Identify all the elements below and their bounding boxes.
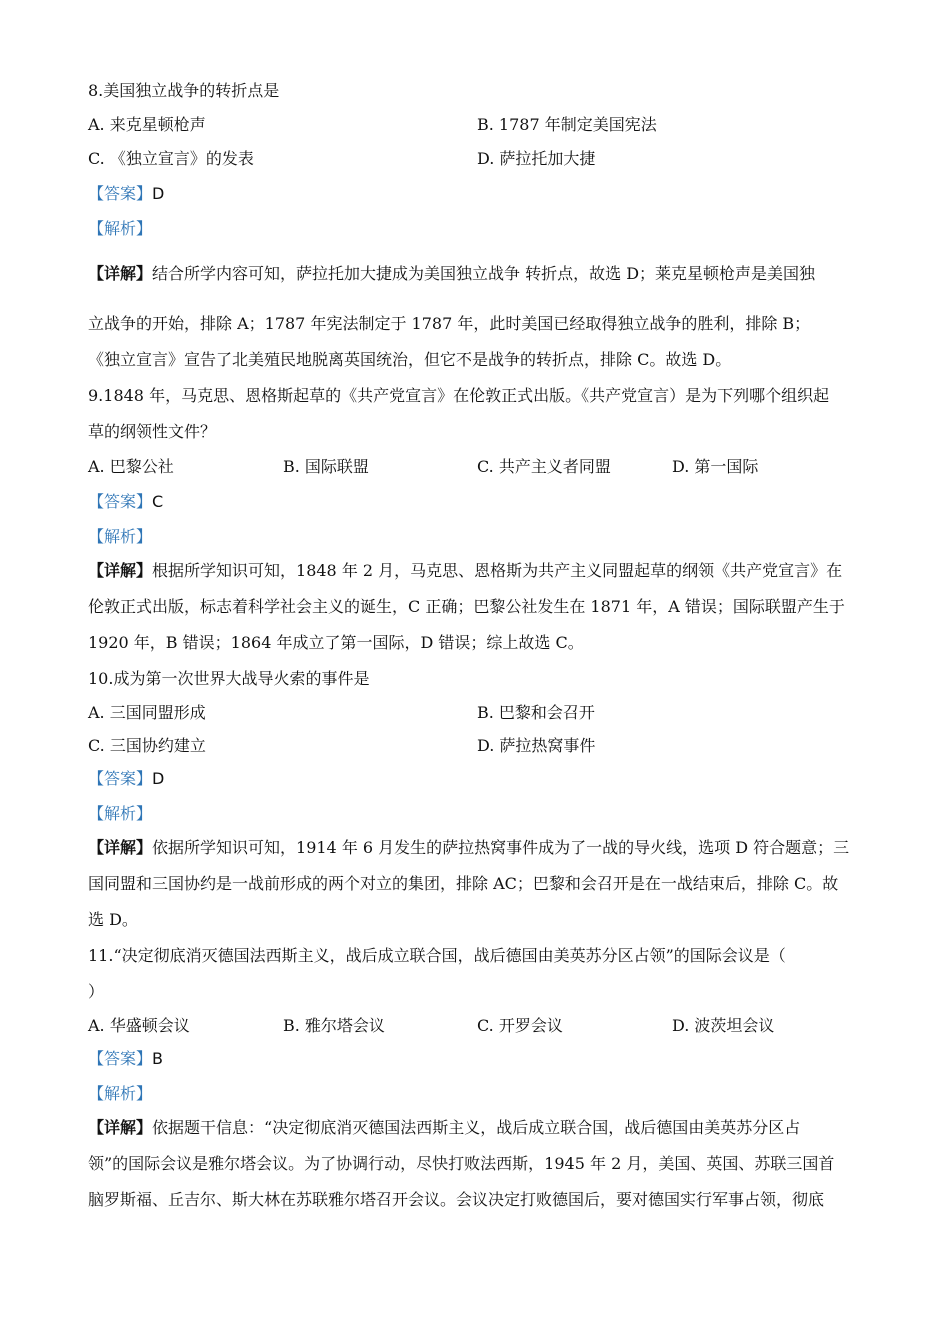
q10-option-c: C. 三国协约建立 xyxy=(88,736,206,755)
question-11-stem-line-2: ） xyxy=(88,982,105,1001)
q9-detail-line-3: 1920 年，B 错误；1864 年成立了第一国际，D 错误；综上故选 C。 xyxy=(88,633,584,652)
q8-answer-value: D xyxy=(152,184,165,203)
q8-analysis-tag: 【解析】 xyxy=(88,219,153,238)
q11-detail-text-1: 依据题干信息：“决定彻底消灭德国法西斯主义，战后成立联合国，战后德国由美英苏分区占 xyxy=(152,1118,801,1137)
answer-tag: 【答案】 xyxy=(88,492,153,511)
q11-analysis-tag: 【解析】 xyxy=(88,1084,153,1103)
q8-detail-line-3: 《独立宣言》宣告了北美殖民地脱离英国统治，但它不是战争的转折点，排除 C。故选 D。 xyxy=(88,350,732,369)
q10-analysis-tag: 【解析】 xyxy=(88,804,153,823)
question-11-stem-line-1: 11.“决定彻底消灭德国法西斯主义，战后成立联合国，战后德国由美英苏分区占领”的国际会议是（ xyxy=(88,946,786,965)
q9-option-b: B. 国际联盟 xyxy=(283,457,369,476)
q10-detail-line-1 xyxy=(88,837,849,859)
answer-tag: 【答案】 xyxy=(88,769,153,788)
q11-detail-line-2: 领”的国际会议是雅尔塔会议。为了协调行动，尽快打败法西斯，1945 年 2 月，美国、英国、苏联三国首 xyxy=(88,1154,835,1173)
detail-tag: 【详解】 xyxy=(88,1118,153,1137)
q9-option-c: C. 共产主义者同盟 xyxy=(477,457,611,476)
q10-option-b: B. 巴黎和会召开 xyxy=(477,703,595,722)
q11-detail-line-3: 脑罗斯福、丘吉尔、斯大林在苏联雅尔塔召开会议。会议决定打败德国后，要对德国实行军事占领，彻底 xyxy=(88,1190,825,1209)
q9-option-d: D. 第一国际 xyxy=(672,457,759,476)
q8-detail-line-1 xyxy=(88,263,815,285)
q11-answer-line xyxy=(88,1048,163,1070)
answer-tag: 【答案】 xyxy=(88,184,153,203)
q10-detail-text-1: 依据所学知识可知，1914 年 6 月发生的萨拉热窝事件成为了一战的导火线，选项 D 符合题意；三 xyxy=(152,838,850,857)
q8-detail-line-2: 立战争的开始，排除 A；1787 年宪法制定于 1787 年，此时美国已经取得独立战争的胜利，排除 B； xyxy=(88,314,811,333)
q11-option-b: B. 雅尔塔会议 xyxy=(283,1016,385,1035)
q8-answer-line xyxy=(88,183,164,205)
q9-option-a: A. 巴黎公社 xyxy=(88,457,174,476)
q8-option-a: A. 来克星顿枪声 xyxy=(88,115,206,134)
q11-option-c: C. 开罗会议 xyxy=(477,1016,563,1035)
detail-tag: 【详解】 xyxy=(88,838,153,857)
q8-option-b: B. 1787 年制定美国宪法 xyxy=(477,115,657,134)
q9-detail-text-1: 根据所学知识可知，1848 年 2 月，马克思、恩格斯为共产主义同盟起草的纲领《共产党宣言》在 xyxy=(152,561,843,580)
q10-option-d: D. 萨拉热窝事件 xyxy=(477,736,596,755)
q11-option-d: D. 波茨坦会议 xyxy=(672,1016,775,1035)
q8-option-d: D. 萨拉托加大捷 xyxy=(477,149,596,168)
answer-tag: 【答案】 xyxy=(88,1049,153,1068)
q10-detail-line-2: 国同盟和三国协约是一战前形成的两个对立的集团，排除 AC；巴黎和会召开是在一战结束后，排除 C。故 xyxy=(88,874,839,893)
q9-detail-line-1 xyxy=(88,560,842,582)
question-9-stem-line-1: 9.1848 年，马克思、恩格斯起草的《共产党宣言》在伦敦正式出版。《共产党宣言）是为下列哪个组织起 xyxy=(88,386,830,405)
q10-answer-line xyxy=(88,768,164,790)
q10-answer-value: D xyxy=(152,769,165,788)
q9-answer-line xyxy=(88,491,163,513)
q11-option-a: A. 华盛顿会议 xyxy=(88,1016,190,1035)
q10-option-a: A. 三国同盟形成 xyxy=(88,703,206,722)
q9-analysis-tag: 【解析】 xyxy=(88,527,153,546)
question-10-stem: 10.成为第一次世界大战导火索的事件是 xyxy=(88,669,370,688)
q9-answer-value: C xyxy=(152,492,164,511)
q10-detail-line-3: 选 D。 xyxy=(88,910,138,929)
q8-option-c: C. 《独立宣言》的发表 xyxy=(88,149,254,168)
q11-detail-line-1 xyxy=(88,1117,800,1139)
q9-detail-line-2: 伦敦正式出版，标志着科学社会主义的诞生，C 正确；巴黎公社发生在 1871 年，A 错误；国际联盟产生于 xyxy=(88,597,845,616)
question-9-stem-line-2: 草的纲领性文件？ xyxy=(88,422,217,441)
question-8-stem: 8.美国独立战争的转折点是 xyxy=(88,81,280,100)
q11-answer-value: B xyxy=(152,1049,163,1068)
detail-tag: 【详解】 xyxy=(88,264,153,283)
detail-tag: 【详解】 xyxy=(88,561,153,580)
q8-detail-text-1: 结合所学内容可知，萨拉托加大捷成为美国独立战争 转折点，故选 D；莱克星顿枪声是美国独 xyxy=(152,264,816,283)
